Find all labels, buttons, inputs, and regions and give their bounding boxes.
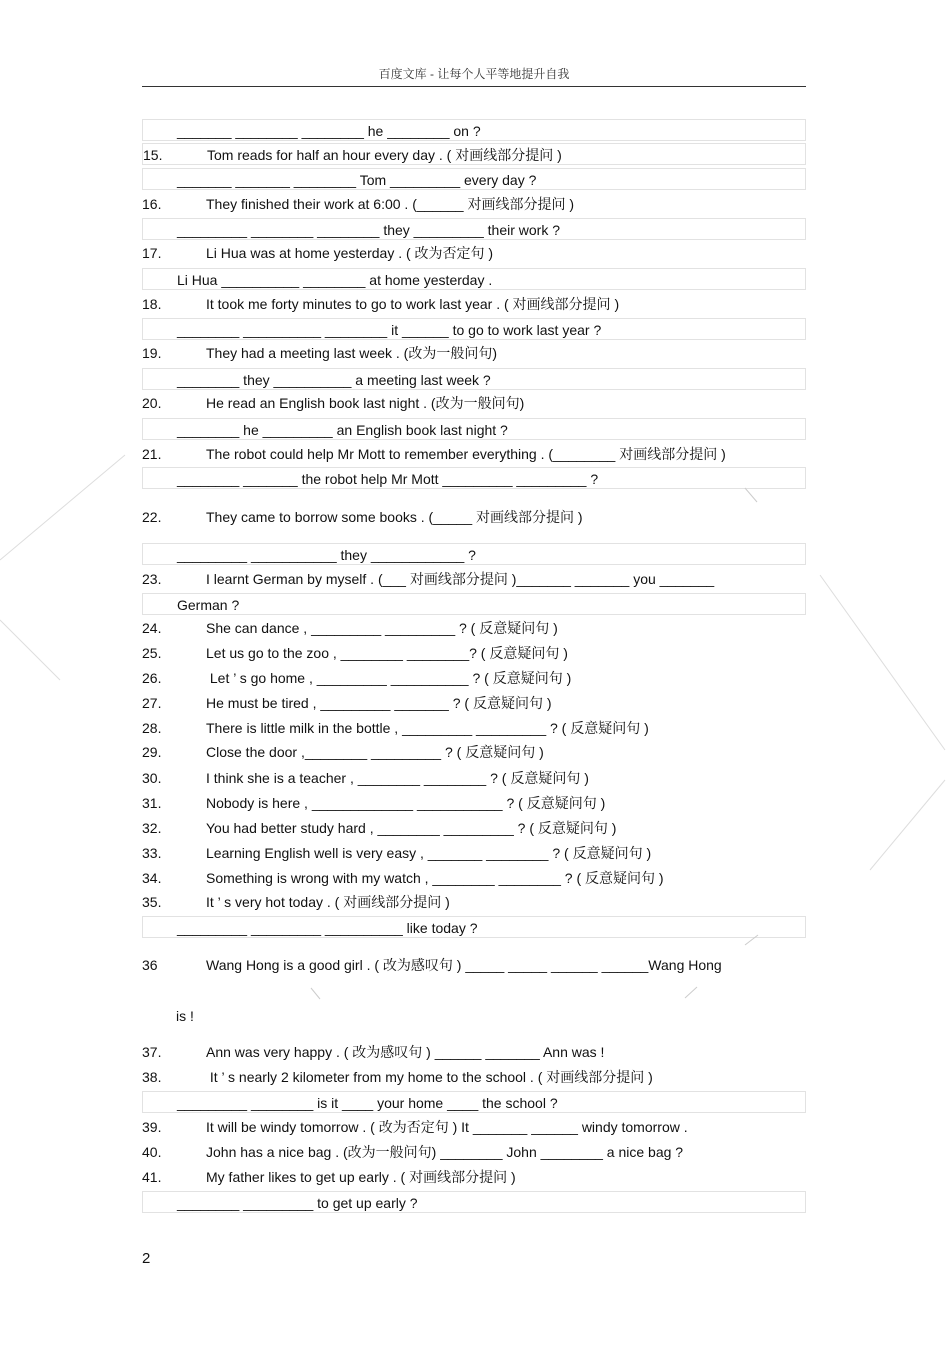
question-text: Wang Hong is a good girl . ( 改为感叹句 ) _____ _____ ______ ______Wang Hong [206, 957, 722, 973]
question-row [142, 717, 806, 739]
answer-row [142, 593, 806, 615]
question-text: She can dance , _________ _________ ? ( 反意疑问句 ) [206, 620, 558, 636]
question-number: 18. [142, 296, 162, 312]
question-number: 17. [142, 245, 162, 261]
question-text: He must be tired , _________ _______ ? ( 反意疑问句 ) [206, 695, 552, 711]
answer-blanks: _________ ________ ________ they _________ their work ? [177, 222, 560, 238]
answer-row [142, 1091, 806, 1113]
question-number: 39. [142, 1119, 162, 1135]
question-text: John has a nice bag . (改为一般问句) ________ John ________ a nice bag ? [206, 1144, 684, 1160]
answer-blanks: _________ _________ __________ like today ? [177, 920, 478, 936]
question-number: 27. [142, 695, 162, 711]
question-row [142, 568, 806, 590]
question-number: 37. [142, 1044, 162, 1060]
question-text: Ann was very happy . ( 改为感叹句 ) ______ _______ Ann was ! [206, 1044, 605, 1060]
question-text: It took me forty minutes to go to work last year . ( 对画线部分提问 ) [206, 296, 620, 312]
question-text: Let us go to the zoo , ________ ________? ( 反意疑问句 ) [206, 645, 568, 661]
question-text: I think she is a teacher , ________ ________ ? ( 反意疑问句 ) [206, 770, 589, 786]
question-number: 35. [142, 894, 162, 910]
question-number: 31. [142, 795, 162, 811]
answer-row [142, 1005, 806, 1027]
question-text: Nobody is here , _____________ ___________ ? ( 反意疑问句 ) [206, 795, 606, 811]
question-number: 22. [142, 509, 162, 525]
question-text: He read an English book last night . (改为一般问句) [206, 395, 525, 411]
answer-row [142, 318, 806, 340]
answer-row [142, 916, 806, 938]
question-row [142, 692, 806, 714]
question-number: 41. [142, 1169, 162, 1185]
answer-blanks: ________ __________ ________ it ______ to go to work last year ? [177, 322, 602, 338]
question-row [142, 293, 806, 315]
question-number: 23. [142, 571, 162, 587]
question-row [142, 342, 806, 364]
question-number: 34. [142, 870, 162, 886]
answer-row [142, 467, 806, 489]
question-number: 25. [142, 645, 162, 661]
answer-blanks: Li Hua __________ ________ at home yesterday . [177, 272, 493, 288]
question-text: Something is wrong with my watch , ________ ________ ? ( 反意疑问句 ) [206, 870, 664, 886]
question-number: 26. [142, 670, 162, 686]
question-number: 36 [142, 957, 158, 973]
question-number: 38. [142, 1069, 162, 1085]
question-row [142, 242, 806, 264]
answer-blanks: _______ ________ ________ he ________ on ? [177, 123, 481, 139]
question-row [142, 891, 806, 913]
answer-row [142, 418, 806, 440]
answer-row [142, 218, 806, 240]
question-text: I learnt German by myself . (___ 对画线部分提问 )_______ _______ you _______ [206, 571, 715, 587]
answer-row [142, 268, 806, 290]
question-number: 29. [142, 744, 162, 760]
question-row [142, 1041, 806, 1063]
answer-blanks: is ! [176, 1008, 194, 1024]
question-number: 32. [142, 820, 162, 836]
page-number: 2 [142, 1250, 151, 1267]
question-text: You had better study hard , ________ _________ ? ( 反意疑问句 ) [206, 820, 617, 836]
question-text: Close the door ,________ _________ ? ( 反意疑问句 ) [206, 744, 544, 760]
question-text: Li Hua was at home yesterday . ( 改为否定句 ) [206, 245, 494, 261]
question-row [142, 443, 806, 465]
question-number: 19. [142, 345, 162, 361]
question-text: Tom reads for half an hour every day . ( 对画线部分提问 ) [207, 147, 562, 163]
question-row [142, 954, 806, 976]
answer-blanks: _________ ________ is it ____ your home ____ the school ? [177, 1095, 558, 1111]
question-row [142, 741, 806, 763]
question-row [142, 767, 806, 789]
question-number: 20. [142, 395, 162, 411]
question-number: 30. [142, 770, 162, 786]
question-row [142, 842, 806, 864]
question-row [142, 506, 806, 528]
question-row [142, 792, 806, 814]
question-text: Learning English well is very easy , _______ ________ ? ( 反意疑问句 ) [206, 845, 652, 861]
answer-blanks: ________ they __________ a meeting last week ? [177, 372, 491, 388]
question-number: 15. [143, 147, 163, 163]
question-number: 33. [142, 845, 162, 861]
question-text: It ’ s very hot today . ( 对画线部分提问 ) [206, 894, 450, 910]
question-row [142, 143, 806, 165]
answer-row [142, 543, 806, 565]
question-text: They finished their work at 6:00 . (______ 对画线部分提问 ) [206, 196, 575, 212]
answer-blanks: ________ _________ to get up early ? [177, 1195, 418, 1211]
question-text: There is little milk in the bottle , _________ _________ ? ( 反意疑问句 ) [206, 720, 649, 736]
answer-blanks: ________ he _________ an English book last night ? [177, 422, 508, 438]
page-header: 百度文库 - 让每个人平等地提升自我 [142, 62, 806, 87]
question-row [142, 1141, 806, 1163]
question-row [142, 817, 806, 839]
question-row [142, 642, 806, 664]
question-number: 28. [142, 720, 162, 736]
question-row [142, 392, 806, 414]
question-row [142, 617, 806, 639]
answer-blanks: ________ _______ the robot help Mr Mott _________ _________ ? [177, 471, 599, 487]
answer-blanks: German ? [177, 597, 240, 613]
question-number: 16. [142, 196, 162, 212]
question-row [142, 193, 806, 215]
answer-row [142, 368, 806, 390]
question-row [142, 667, 806, 689]
answer-row [142, 168, 806, 190]
question-row [142, 1166, 806, 1188]
question-text: My father likes to get up early . ( 对画线部分提问 ) [206, 1169, 516, 1185]
question-text: It ’ s nearly 2 kilometer from my home to the school . ( 对画线部分提问 ) [206, 1069, 653, 1085]
question-number: 21. [142, 446, 162, 462]
answer-blanks: _________ ___________ they ____________ ? [177, 547, 476, 563]
question-text: Let ’ s go home , _________ __________ ? ( 反意疑问句 ) [206, 670, 572, 686]
question-number: 24. [142, 620, 162, 636]
question-number: 40. [142, 1144, 162, 1160]
question-text: It will be windy tomorrow . ( 改为否定句 ) It _______ ______ windy tomorrow . [206, 1119, 688, 1135]
question-row [142, 867, 806, 889]
question-text: They had a meeting last week . (改为一般问句) [206, 345, 497, 361]
answer-blanks: _______ _______ ________ Tom _________ every day ? [177, 172, 537, 188]
question-text: The robot could help Mr Mott to remember everything . (________ 对画线部分提问 ) [206, 446, 726, 462]
answer-row [142, 1191, 806, 1213]
question-row [142, 1116, 806, 1138]
question-row [142, 1066, 806, 1088]
question-text: They came to borrow some books . (_____ 对画线部分提问 ) [206, 509, 583, 525]
answer-row [142, 119, 806, 141]
